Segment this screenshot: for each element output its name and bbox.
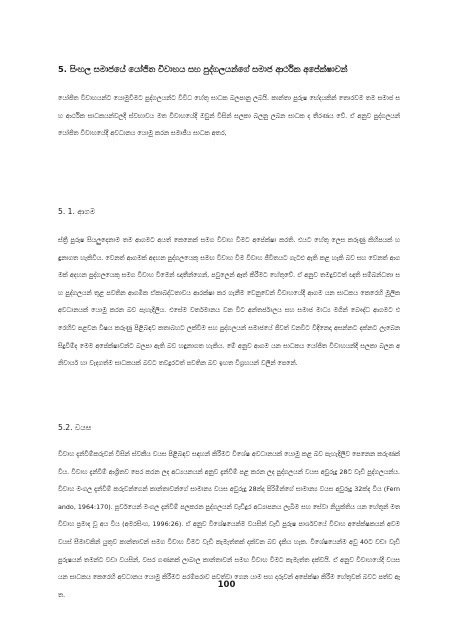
intro-paragraph: යෝජිත විවාහයන්ට යොමුවීමට පුද්ගලයන්ට විවිධ හේතු සාධක බලපානු ලබයි. කාන්තා පුරුෂ භේදයකින් තොරවම තම සමාජ සහ ආර්ථික සාධකයන්වලදී ස්වභාවය මත විවාහයේදී ඔවුන් විසින් සලකා බලනු ලබන සාධක ද තීරණය වේ. ඒ අනුව පුද්ගලයන් යෝජිත විවාහයේදී අවධානය යොමු කරන සමාජීය සාධක අතර, [58, 95, 400, 138]
subsection-heading-age: 5.2. වයස [58, 423, 92, 432]
religion-paragraph: ස්ත්‍රී පුරුෂ සියලුදෙනාම තම ආගමට අයත් කෙනෙක් සමග විවාහ වීමට අපේක්ෂා කරති. එයට හේතු ලෙස කරුණු කිහිපයක් හඳුනාගත හැකිවිය. වෙනත් ආගමක් අදහන පුද්ගලයෙකු සමඟ විවාහ වීම විවාහ ජීවිතයට ගැටළු ඇති කළ හැකි බව සහ වෙනත් ආගමක් අදහන පුද්ගලයෙකු සමග විවාහ වීමෙන් ඥාතීන්ගෙන්, පවුලෙන් ඈත් කිරීමට හේතුවේ. ඒ අනුව තමදුවටත් ඥාති සම්බන්ධතා සහ පුද්ගලයන් තුළ පවතින ආගමික ඒකාබද්ධතාවය ආරක්ෂා කර ගැනීම වෙනුවෙන් විවාහයේදී ආගම යන සාධකය කෙරෙහි මූලික අවධානයක් යොමු කරන බව පැහැදිලිය. එසේම වර්තමානය වන විට අන්තර්ජාලය සහ සමාජ මාධ්‍ය මගින් බෞද්ධ ආගමට එරෙහිව පළවන විෂය කරුණු පිළිබඳව කතාබහට ලක්වීම සහ පුද්ගලයන් සමාජයේ ජීවත් වනවිට විදිනෙදා අසන්නට දක්නට ලැබෙන සිදුවීම්ද මෙම අපේක්ෂාවන්ට බලපා ඇති බව හඳුනාගත හැකිය. මේ අනුව ආගම යන සාධකය යෝජිත විවාහයන්දී සලකා බලන අනිවාර්ය හා වැදගත්ම සාධකයක් බවට තවදුරටත් පවතින බව ඉහත විග්‍රහයන් වලින් පෙනේ. [58, 237, 400, 368]
section-title: 5. සිංහල සමාජයේ යෝජිත විවාහය සහ පුද්ගලයන්ගේ සමාජ ආර්ථික අපේක්ෂාවන් [58, 64, 348, 74]
age-paragraph: විවාහ දැන්වීම්කරුවන් විසින් ස්වකීය වයස පිළිබඳව සඳහන් කිරීමට විශේෂ අවධානයක් යොමු කළ බව පැහැදිලිව පෙනෙන කරුණක් විය. විවාහ දැන්වීම් ආශ්‍රිතව පෙර කරන ලද අධ්‍යයනයන් අනුව දැන්වීම් පළ කරන ලද පුද්ගලයන් වයස අවුරුදු 28ට වැඩි පුද්ගලයන්ය. විවාහ මංගල දැන්වීම් කරුවන්ගෙන් කාන්තාවන්ගේ සාමාන්‍ය වයස අවුරුදු 28ක්ද පිරිමින්ගේ සාමාන්‍ය වයස අවුරුදු 32ක්ද විය (Fernando, 1964:170). පූර්වයෙන් මංගල දැන්වීම් පලකරන පුද්ගලයන් වැඩිදුර අධ්‍යාපනය ලැබීම සහ සේවා නියුක්තිය යන හේතූන් මත විවාහ ප්‍රමාද වූ අය විය (අමරසිංහ, 1996:26). ඒ අනුව විශේෂයෙන්ම වයසින් වැඩි පුරුෂ පාර්ශවයේ විවාහ අපේක්ෂකයන් අවම වයස් සීමාවකින් යුතුව කාන්තාවන් සමග විවාහ වීමට වැඩි කැමැත්තක් දක්වන බව දැකිය හැක. විශේෂයෙන්ම අවු 40ට වඩා වැඩි පුරුෂයන් තමන්ට වඩා වයසින්, වසර ගණනක් ලාබාල කාන්තාවන් සමඟ විවාහ වීමට කැමැත්ත දක්වයි. ඒ අනුව විවාහයේදී වයස යන සාධකය කෙරෙහි අවධානය යොමු කිරීමට පරම්පරාව පවත්වා ගෙන යාම සහ දරුවන් අපේක්ෂා කිරීම හේතුවක් බවට පත්ව ඇත. [58, 451, 400, 599]
document-page [58, 0, 400, 640]
subsection-heading-religion: 5. 1. ආගම [58, 207, 96, 216]
page-number: 100 [217, 580, 236, 590]
